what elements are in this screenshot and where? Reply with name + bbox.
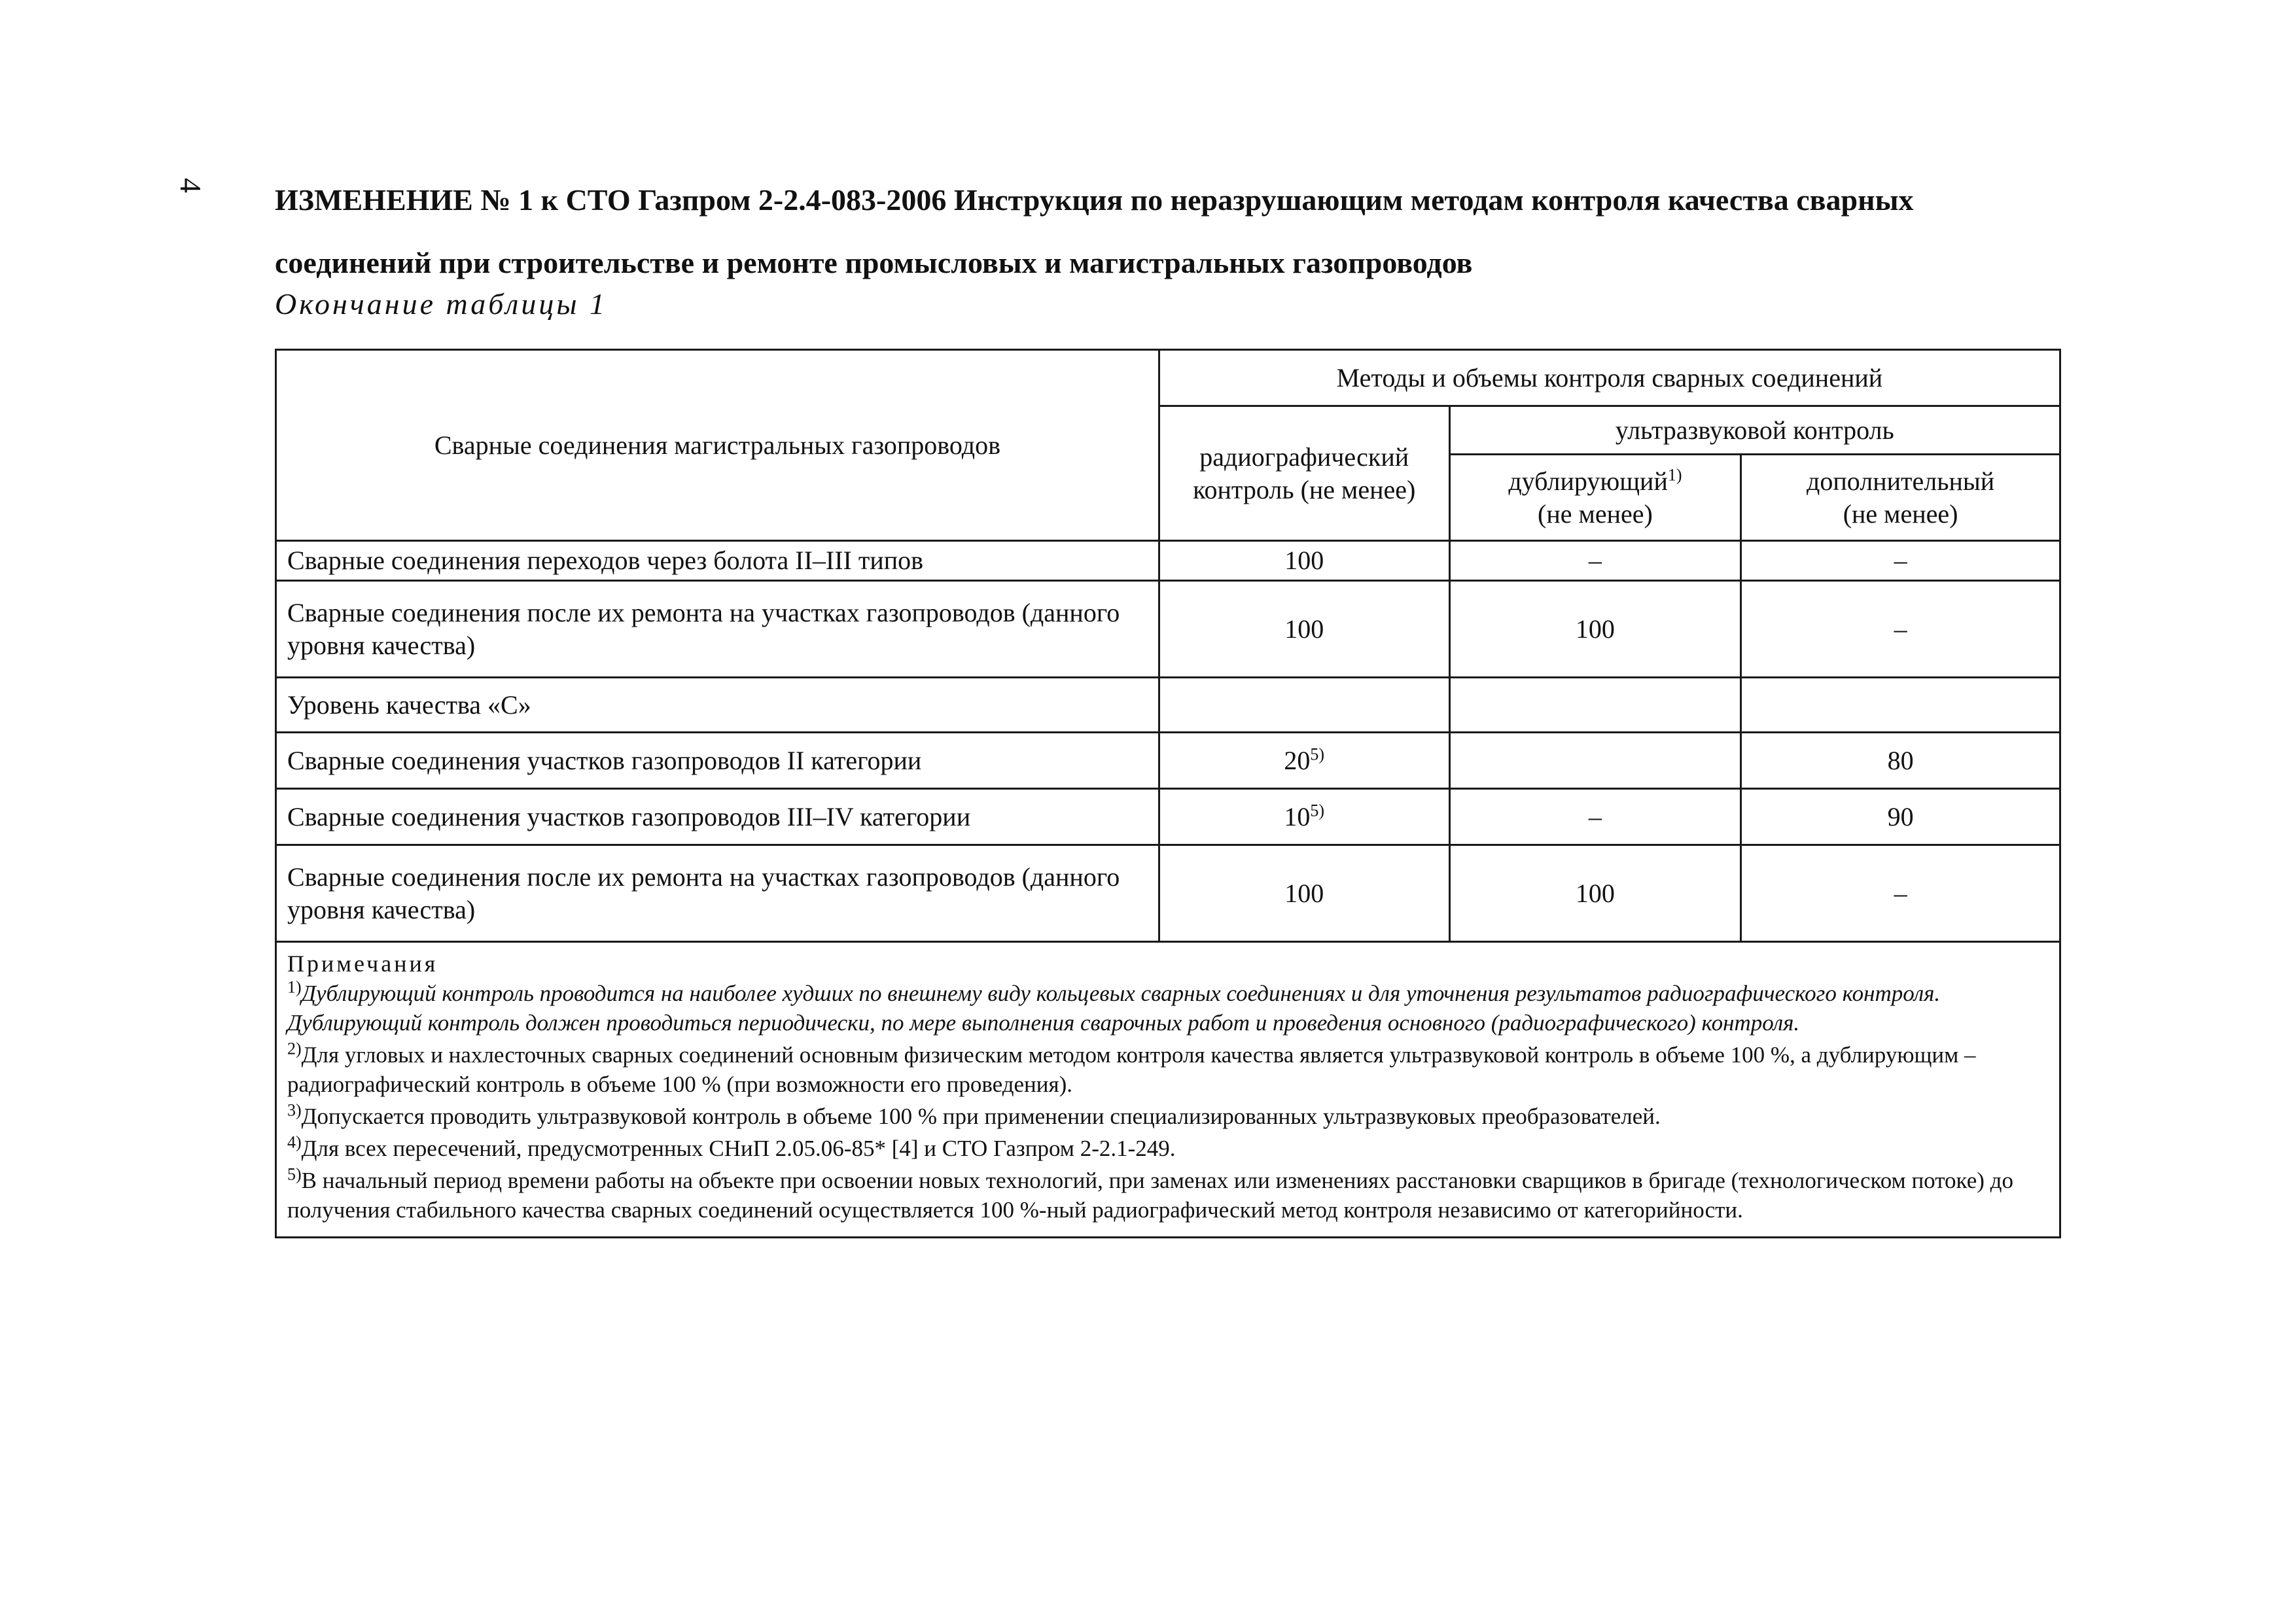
radiographic-value bbox=[1159, 789, 1449, 845]
radiographic-number: 100 bbox=[1284, 546, 1324, 575]
note-text: В начальный период времени работы на объекте при освоении новых технологий, при заменах или изменениях расстановки сварщиков в бригаде (технологическом потоке) до получения стабильного качества сварных соединений осуществляется 100 %-ный радиографический метод контроля независимо от категорийности. bbox=[287, 1168, 2013, 1223]
additional-value: – bbox=[1741, 541, 2060, 581]
header-radiographic: радиографический контроль (не менее) bbox=[1159, 406, 1449, 541]
note-item bbox=[287, 979, 2049, 1038]
table-row bbox=[276, 581, 2060, 678]
note-item bbox=[287, 1166, 2049, 1225]
page-number: 4 bbox=[174, 178, 207, 193]
row-label: Сварные соединения после их ремонта на участках газопроводов (данного уровня качества) bbox=[276, 581, 1159, 678]
table-row bbox=[276, 678, 2060, 733]
notes-row bbox=[276, 942, 2060, 1238]
note-item bbox=[287, 1134, 2049, 1163]
header-duplicating-sub: (не менее) bbox=[1538, 498, 1653, 529]
note-marker: 4) bbox=[287, 1132, 302, 1152]
header-ultrasonic-group: ультразвуковой контроль bbox=[1449, 406, 2060, 455]
note-text: Для всех пересечений, предусмотренных СНиП 2.05.06-85* [4] и СТО Газпром 2-2.1-249. bbox=[301, 1136, 1176, 1161]
header-duplicating bbox=[1449, 455, 1741, 541]
note-marker: 5) bbox=[287, 1164, 302, 1184]
row-label: Сварные соединения участков газопроводов III–IV категории bbox=[276, 789, 1159, 845]
duplicating-value bbox=[1449, 678, 1741, 733]
radiographic-value bbox=[1159, 581, 1449, 678]
note-text: Допускается проводить ультразвуковой контроль в объеме 100 % при применении специализированных ультразвуковых преобразователей. bbox=[301, 1104, 1661, 1129]
radiographic-number: 100 bbox=[1284, 614, 1324, 644]
duplicating-value: – bbox=[1449, 541, 1741, 581]
row-label: Сварные соединения участков газопроводов II категории bbox=[276, 733, 1159, 789]
header-additional: дополнительный (не менее) bbox=[1741, 455, 2060, 541]
note-text: Дублирующий контроль проводится на наиболее худших по внешнему виду кольцевых сварных соединениях и для уточнения результатов радиографического контроля. Дублирующий контроль должен проводиться периодически, по мере выполнения сварочных работ и проведения основного (радиографического) контроля. bbox=[287, 981, 1941, 1036]
additional-value bbox=[1741, 678, 2060, 733]
duplicating-value: 100 bbox=[1449, 845, 1741, 942]
radiographic-footnote: 5) bbox=[1310, 801, 1325, 820]
note-item bbox=[287, 1102, 2049, 1131]
notes-title: Примечания bbox=[287, 951, 438, 977]
notes-block bbox=[276, 942, 2060, 1238]
row-label: Уровень качества «С» bbox=[276, 678, 1159, 733]
radiographic-number: 100 bbox=[1284, 878, 1324, 908]
additional-value: 80 bbox=[1741, 733, 2060, 789]
row-label: Сварные соединения переходов через болота II–III типов bbox=[276, 541, 1159, 581]
radiographic-value bbox=[1159, 845, 1449, 942]
table-caption: Окончание таблицы 1 bbox=[275, 287, 607, 321]
additional-value: – bbox=[1741, 581, 2060, 678]
note-marker: 1) bbox=[287, 977, 302, 997]
table-row bbox=[276, 789, 2060, 845]
radiographic-value bbox=[1159, 678, 1449, 733]
additional-value: – bbox=[1741, 845, 2060, 942]
radiographic-value bbox=[1159, 733, 1449, 789]
radiographic-footnote: 5) bbox=[1310, 744, 1325, 764]
header-methods-group: Методы и объемы контроля сварных соединений bbox=[1159, 350, 2060, 406]
table-row bbox=[276, 541, 2060, 581]
header-welded-joints: Сварные соединения магистральных газопроводов bbox=[276, 350, 1159, 541]
duplicating-value: 100 bbox=[1449, 581, 1741, 678]
note-marker: 3) bbox=[287, 1100, 302, 1120]
radiographic-number: 10 bbox=[1284, 801, 1311, 831]
duplicating-value bbox=[1449, 733, 1741, 789]
note-marker: 2) bbox=[287, 1039, 302, 1058]
header-duplicating-label: дублирующий bbox=[1508, 466, 1668, 496]
duplicating-value: – bbox=[1449, 789, 1741, 845]
note-item bbox=[287, 1040, 2049, 1099]
additional-value: 90 bbox=[1741, 789, 2060, 845]
control-methods-table bbox=[275, 349, 2061, 1238]
table-row bbox=[276, 845, 2060, 942]
document-title: ИЗМЕНЕНИЕ № 1 к СТО Газпром 2-2.4-083-2006 Инструкция по неразрушающим методам контроля качества сварных соединений при строительстве и ремонте промысловых и магистральных газопроводов bbox=[275, 183, 1914, 279]
note-text: Для угловых и нахлесточных сварных соединений основным физическим методом контроля качества является ультразвуковой контроль в объеме 100 %, а дублирующим – радиографический контроль в объеме 100 % (при возможности его проведения). bbox=[287, 1042, 1976, 1097]
footnote-ref-1: 1) bbox=[1667, 465, 1682, 485]
row-label: Сварные соединения после их ремонта на участках газопроводов (данного уровня качества) bbox=[276, 845, 1159, 942]
table-row bbox=[276, 733, 2060, 789]
radiographic-number: 20 bbox=[1284, 745, 1311, 775]
radiographic-value bbox=[1159, 541, 1449, 581]
